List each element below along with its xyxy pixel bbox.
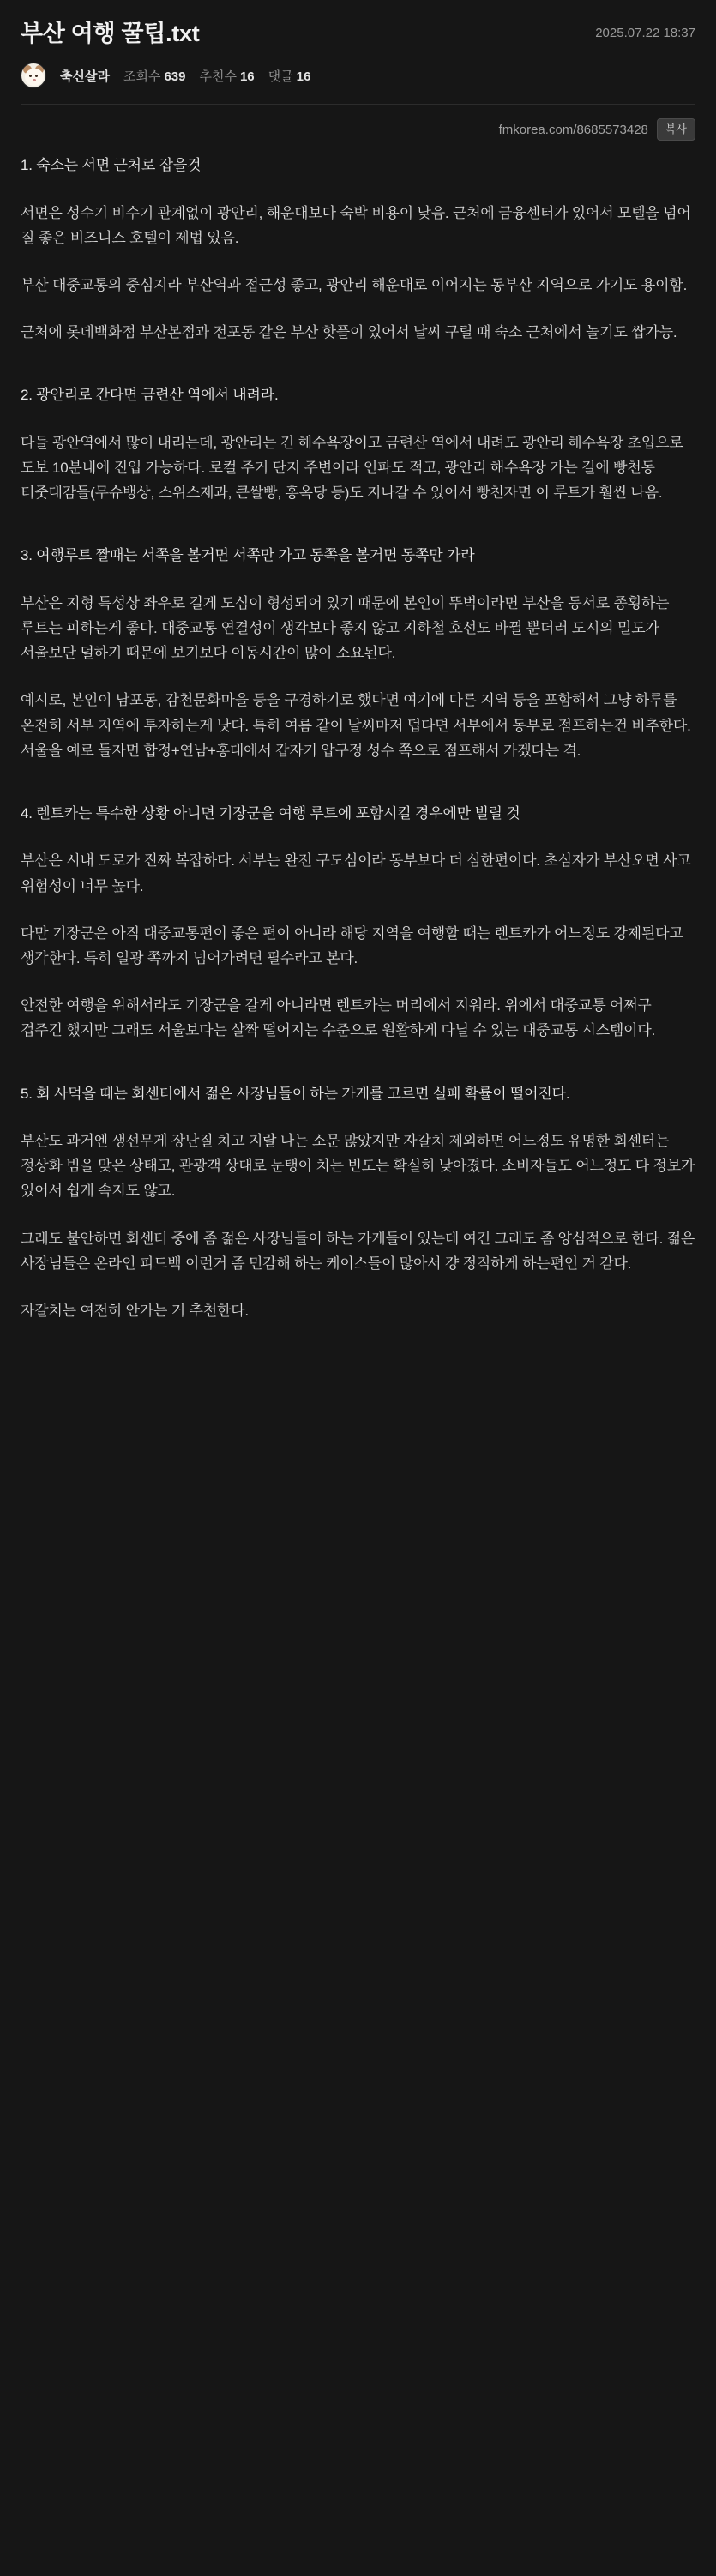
- source-url[interactable]: fmkorea.com/8685573428: [498, 122, 648, 137]
- post-date: 2025.07.22 18:37: [595, 26, 695, 40]
- comment-count-value: 16: [296, 69, 311, 84]
- body-paragraph: 자갈치는 여전히 안가는 거 추천한다.: [21, 1303, 249, 1320]
- post-header: [0, 0, 716, 105]
- body-paragraph: 서면은 성수기 비수기 관계없이 광안리, 해운대보다 숙박 비용이 낮음. 근처에 금융센터가 있어서 모텔을 넘어 질 좋은 비즈니스 호텔이 제법 있음.: [21, 204, 695, 246]
- body-paragraph: 근처에 롯데백화점 부산본점과 전포동 같은 부산 핫플이 있어서 날씨 구릴 때 숙소 근처에서 놀기도 쌉가능.: [21, 324, 677, 341]
- comment-count[interactable]: [268, 67, 311, 85]
- body-paragraph: 부산도 과거엔 생선무게 장난질 치고 지랄 나는 소문 많았지만 자갈치 제외하면 어느정도 유명한 회센터는 정상화 빔을 맞은 상태고, 관광객 상대로 눈탱이 치는 빈도는 확실히 낮아졌다. 소비자들도 어느정도 다 정보가 있어서 쉽게 속지도 않고.: [21, 1132, 699, 1200]
- body-paragraph: 다들 광안역에서 많이 내리는데, 광안리는 긴 해수욕장이고 금련산 역에서 내려도 광안리 해수욕장 초입으로 도보 10분내에 진입 가능하다. 로컬 주거 단지 주변이라 인파도 적고, 광안리 해수욕장 가는 길에 빵천동 터줏대감들(무슈뱅상, 스위스제과, 큰쌀빵, 홍옥당 등)도 지나갈 수 있어서 빵친자면 이 루트가 훨씬 나음.: [21, 434, 688, 502]
- view-count-label: 조회수: [123, 69, 161, 84]
- body-paragraph: 예시로, 본인이 남포동, 감천문화마을 등을 구경하기로 했다면 여기에 다른 지역 등을 포함해서 그냥 하루를 온전히 서부 지역에 투자하는게 낫다. 특히 여름 같이 날씨마저 덥다면 서부에서 동부로 점프하는건 비추한다. 서울을 예로 들자면 합정+연남+홍대에서 갑자기 압구정 성수 쪽으로 점프해서 가겠다는 격.: [21, 692, 695, 759]
- page-title: 부산 여행 꿀팁.txt: [21, 21, 200, 46]
- title-row: [21, 19, 695, 49]
- like-count: [199, 67, 254, 85]
- section-heading: 4. 렌트카는 특수한 상황 아니면 기장군을 여행 루트에 포함시킬 경우에만 빌릴 것: [21, 805, 520, 822]
- like-count-value: 16: [239, 69, 255, 84]
- section-heading: 1. 숙소는 서면 근처로 잡을것: [21, 157, 202, 174]
- author-name[interactable]: 축신살라: [60, 69, 110, 84]
- body-paragraph: 부산은 지형 특성상 좌우로 길게 도심이 형성되어 있기 때문에 본인이 뚜벅이라면 부산을 동서로 종횡하는 루트는 피하는게 좋다. 대중교통 연결성이 생각보다 좋지 않고 지하철 호선도 바뀔 뿐더러 도시의 밀도가 서울보단 덜하기 때문에 보기보다 이동시간이 많이 소요된다.: [21, 594, 673, 662]
- comment-count-label: 댓글: [268, 69, 293, 84]
- section-heading: 5. 회 사먹을 때는 회센터에서 젊은 사장님들이 하는 가게를 고르면 실패 확률이 떨어진다.: [21, 1085, 570, 1102]
- post-body: [0, 147, 716, 1357]
- source-row: [0, 105, 716, 147]
- view-count: [123, 67, 186, 85]
- section-heading: 2. 광안리로 간다면 금련산 역에서 내려라.: [21, 387, 279, 404]
- avatar[interactable]: [21, 63, 46, 88]
- section-heading: 3. 여행루트 짤때는 서쪽을 볼거면 서쪽만 가고 동쪽을 볼거면 동쪽만 가라: [21, 547, 475, 564]
- body-paragraph: 부산 대중교통의 중심지라 부산역과 접근성 좋고, 광안리 해운대로 이어지는 동부산 지역으로 가기도 용이함.: [21, 276, 688, 293]
- avatar-face-icon: [25, 69, 44, 86]
- body-paragraph: 그래도 불안하면 회센터 중에 좀 젊은 사장님들이 하는 가게들이 있는데 여긴 그래도 좀 양심적으로 한다. 젊은 사장님들은 온라인 피드백 이런거 좀 민감해 하는 케이스들이 많아서 걍 정직하게 하는편인 거 같다.: [21, 1230, 699, 1272]
- body-paragraph: 다만 기장군은 아직 대중교통편이 좋은 편이 아니라 해당 지역을 여행할 때는 렌트카가 어느정도 강제된다고 생각한다. 특히 일광 쪽까지 넘어가려면 필수라고 본다.: [21, 924, 688, 966]
- like-count-label: 추천수: [199, 69, 237, 84]
- view-count-value: 639: [164, 69, 186, 84]
- body-paragraph: 부산은 시내 도로가 진짜 복잡하다. 서부는 완전 구도심이라 동부보다 더 심한편이다. 초심자가 부산오면 사고 위험성이 너무 높다.: [21, 852, 695, 894]
- body-paragraph: 안전한 여행을 위해서라도 기장군을 갈게 아니라면 렌트카는 머리에서 지워라. 위에서 대중교통 어쩌구 겁주긴 했지만 그래도 서울보다는 살짝 떨어지는 수준으로 원활하게 다닐 수 있는 대중교통 시스템이다.: [21, 997, 656, 1039]
- copy-button[interactable]: 복사: [657, 118, 695, 141]
- post-meta: [21, 63, 695, 88]
